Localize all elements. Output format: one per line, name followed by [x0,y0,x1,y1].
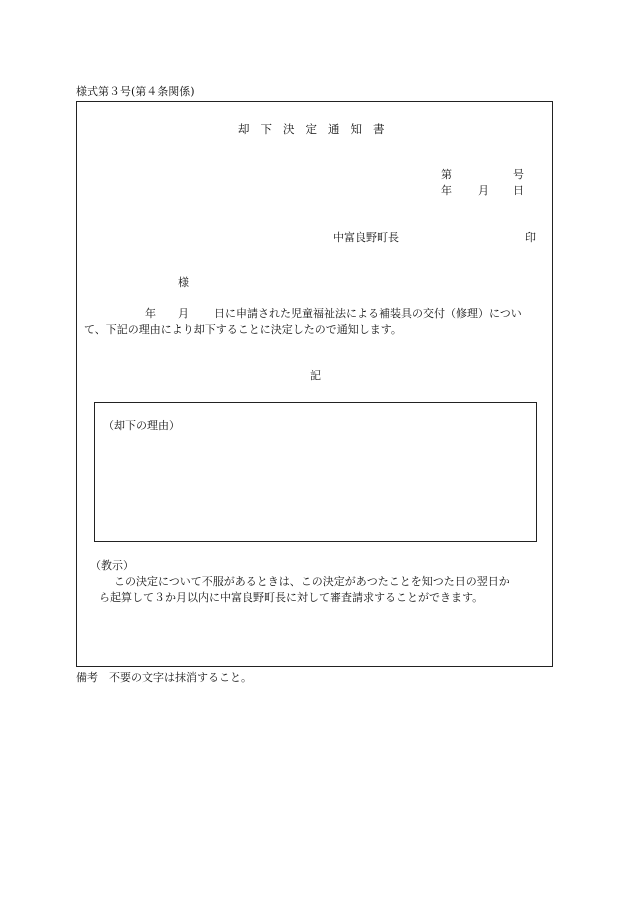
body-year-label: 年 [145,307,156,320]
ki-heading: 記 [310,369,321,382]
date-month-label: 月 [478,184,489,197]
instruction-line-1: この決定について不服があるときは、この決定があつたことを知つた日の翌日か [114,575,510,588]
document-number-prefix: 第 [441,168,452,181]
rejection-reason-label: （却下の理由） [103,419,180,432]
body-text-line-2: て、下記の理由により却下することに決定したので通知します。 [84,323,402,336]
document-title: 却下決定通知書 [238,122,396,136]
remarks-note: 備考 不要の文字は抹消すること。 [76,671,252,684]
issuer-name: 中富良野町長 [333,231,399,244]
body-text-line-1: 日に申請された児童福祉法による補装具の交付（修理）につい [214,307,522,320]
instruction-heading: （教示） [90,559,134,572]
seal-mark: 印 [525,231,536,244]
body-month-label: 月 [178,307,189,320]
form-number-label: 様式第３号(第４条関係) [76,85,195,98]
instruction-line-2: ら起算して３か月以内に中富良野町長に対して審査請求することができます。 [99,591,484,604]
date-year-label: 年 [441,184,452,197]
document-number-suffix: 号 [513,168,524,181]
recipient-honorific: 様 [178,276,189,289]
date-day-label: 日 [513,184,524,197]
